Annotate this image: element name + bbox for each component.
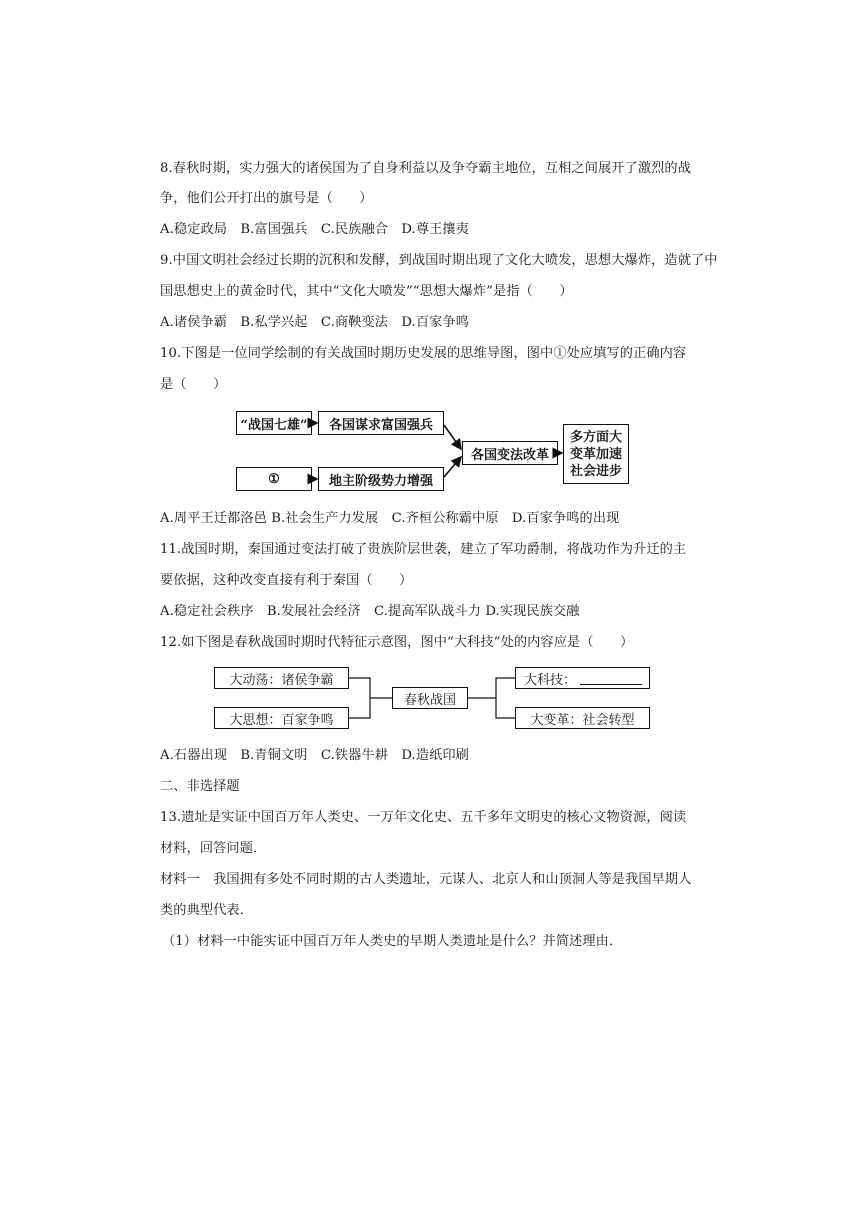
q9-stem-line2: 国思想史上的黄金时代，其中“文化大喷发”“思想大爆炸”是指（ ）: [160, 284, 573, 299]
q10-box-qixiong: “战国七雄”: [236, 411, 312, 435]
q12-box-center: 春秋战国: [392, 687, 468, 709]
q13-stem-line2: 材料，回答问题．: [160, 841, 267, 856]
section-2-heading: 二、非选择题: [160, 779, 240, 794]
q10-box-dizhu: 地主阶级势力增强: [318, 467, 444, 491]
q12-box-dasixiang: 大思想：百家争鸣: [214, 707, 349, 729]
q10-stem-line2: 是（ ）: [160, 377, 227, 392]
q12-stem: 12.如下图是春秋战国时期时代特征示意图，图中“大科技”处的内容应是（ ）: [160, 635, 634, 650]
q12-dakeji-label: 大科技：: [524, 672, 577, 688]
q10-options: A.周平王迁都洛邑 B.社会生产力发展 C.齐桓公称霸中原 D.百家争鸣的出现: [160, 511, 620, 526]
q12-box-dabiange: 大变革：社会转型: [515, 707, 650, 729]
q8-options: A.稳定政局 B.富国强兵 C.民族融合 D.尊王攘夷: [160, 222, 469, 237]
q13-material1-line2: 类的典型代表．: [160, 903, 254, 918]
q10-result-line3: 社会进步: [569, 463, 622, 479]
q11-stem-line2: 要依据，这种改变直接有利于秦国（ ）: [160, 573, 413, 588]
q9-stem-line1: 9.中国文明社会经过长期的沉积和发酵，到战国时期出现了文化大喷发，思想大爆炸，造就了中: [160, 253, 718, 268]
q13-stem-line1: 13.遗址是实证中国百万年人类史、一万年文化史、五千多年文明史的核心文物资源，阅读: [160, 810, 687, 825]
q12-options: A.石器出现 B.青铜文明 C.铁器牛耕 D.造纸印刷: [160, 748, 469, 763]
q10-box-fuqiang: 各国谋求富国强兵: [318, 411, 444, 435]
q11-stem-line1: 11.战国时期，秦国通过变法打破了贵族阶层世袭，建立了军功爵制，将战功作为升迁的主: [160, 542, 687, 557]
q10-box-circle1: ①: [236, 467, 312, 491]
q10-stem-line1: 10.下图是一位同学绘制的有关战国时期历史发展的思维导图，图中①处应填写的正确内容: [160, 346, 687, 361]
q10-box-bianfa: 各国变法改革: [462, 441, 558, 465]
q8-stem-line1: 8.春秋时期，实力强大的诸侯国为了自身利益以及争夺霸主地位，互相之间展开了激烈的战: [160, 161, 691, 176]
q9-options: A.诸侯争霸 B.私学兴起 C.商鞅变法 D.百家争鸣: [160, 315, 469, 330]
q12-box-dadongdang: 大动荡：诸侯争霸: [214, 667, 349, 689]
q13-material1-line1: 材料一 我国拥有多处不同时期的古人类遗址，元谋人、北京人和山顶洞人等是我国早期人: [160, 872, 692, 887]
q10-result-line1: 多方面大: [569, 429, 622, 445]
q11-options: A.稳定社会秩序 B.发展社会经济 C.提高军队战斗力 D.实现民族交融: [160, 604, 580, 619]
q8-stem-line2: 争，他们公开打出的旗号是（ ）: [160, 191, 373, 206]
q13-subquestion-1: （1）材料一中能实证中国百万年人类史的早期人类遗址是什么？并简述理由．: [162, 934, 623, 949]
q10-result-line2: 变革加速: [569, 446, 622, 462]
